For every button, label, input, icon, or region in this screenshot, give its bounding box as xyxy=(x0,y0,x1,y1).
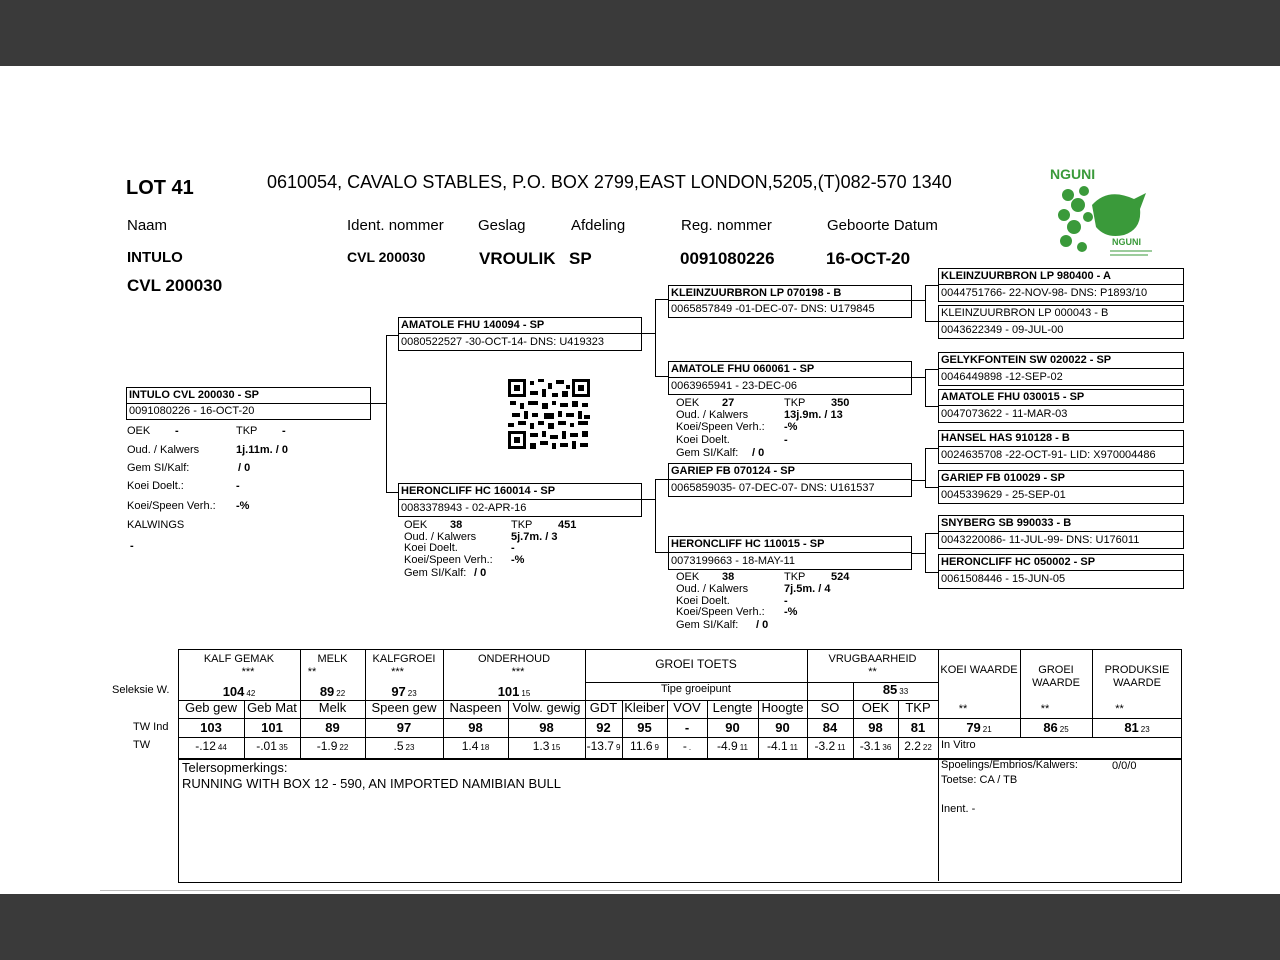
pedigree-gg-2 xyxy=(938,305,1184,339)
hdr-produksie-waarde: PRODUKSIE WAARDE xyxy=(1104,664,1170,689)
sel-vrug: 85 33 xyxy=(882,682,909,697)
pedigree-gg-7 xyxy=(938,515,1184,549)
remarks-text: RUNNING WITH BOX 12 - 590, AN IMPORTED NAMIBIAN BULL xyxy=(182,776,562,791)
animal-ident: CVL 200030 xyxy=(347,249,426,265)
tw-cell: -3.2 11 xyxy=(814,739,846,753)
pedigree-gg-3 xyxy=(938,352,1184,386)
gg-name: HERONCLIFF HC 050002 - SP xyxy=(941,556,1096,568)
label-naam: Naam xyxy=(127,217,168,234)
bottom-letterbox xyxy=(0,894,1280,960)
sub-header-cell: GDT xyxy=(589,700,618,715)
gg-name: GARIEP FB 010029 - SP xyxy=(941,472,1065,484)
tw-cell: 1.3 15 xyxy=(532,739,561,753)
stars-groei: ** xyxy=(1040,703,1050,715)
tw-cell: 2.2 22 xyxy=(904,739,932,753)
gg-name: AMATOLE FHU 030015 - SP xyxy=(941,391,1085,403)
twind-koei-waarde: 79 21 xyxy=(966,720,992,735)
spoelings-label: Spoelings/Embrios/Kalwers: xyxy=(941,759,1078,771)
gg-detail: 0043220086- 11-JUL-99- DNS: U176011 xyxy=(941,534,1140,546)
label-afdeling: Afdeling xyxy=(571,217,626,234)
twind-groei-waarde: 86 25 xyxy=(1043,720,1069,735)
inent: Inent. - xyxy=(941,803,976,815)
logo-text-top: NGUNI xyxy=(1050,166,1096,182)
stars-produksie: ** xyxy=(1115,703,1124,715)
tw-cell: -.12 44 xyxy=(195,739,227,753)
tw-ind-cell: 92 xyxy=(596,720,611,735)
label-geboorte: Geboorte Datum xyxy=(827,217,938,234)
gg-detail: 0044751766- 22-NOV-98- DNS: P1893/10 xyxy=(941,287,1148,299)
stars-vrugbaarheid: ** xyxy=(868,666,877,678)
gg-detail: 0024635708 -22-OCT-91- LID: X970004486 xyxy=(941,449,1156,461)
remarks-label: Telersopmerkings: xyxy=(182,760,288,775)
animal-birth: 16-OCT-20 xyxy=(826,249,911,268)
gg-detail: 0045339629 - 25-SEP-01 xyxy=(941,489,1066,501)
stars-onderhoud: *** xyxy=(511,666,525,678)
sub-header-cell: Hoogte xyxy=(761,700,804,715)
sub-header-cell: Geb gew xyxy=(184,700,238,715)
tw-cell: 1.4 18 xyxy=(461,739,490,753)
sub-header-cell: SO xyxy=(820,700,840,715)
sub-header-cell: Lengte xyxy=(712,700,753,715)
dd-detail: 0073199663 - 18-MAY-11 xyxy=(671,555,795,567)
tw-cell: -13.7 9 xyxy=(586,739,621,753)
pedigree-gg-6 xyxy=(938,470,1184,504)
stars-kalf-gemak: *** xyxy=(241,666,255,678)
dam-name: HERONCLIFF HC 160014 - SP xyxy=(401,485,556,497)
pedigree-gg-8 xyxy=(938,554,1184,589)
tw-ind-cell: 90 xyxy=(775,720,790,735)
sub-header-cell: OEK xyxy=(861,700,890,715)
tw-ind-cell: 103 xyxy=(200,720,222,735)
gg-name: KLEINZUURBRON LP 980400 - A xyxy=(941,270,1111,282)
stars-melk: ** xyxy=(307,666,317,678)
tw-cell: -4.1 11 xyxy=(767,739,798,753)
dd-name: HERONCLIFF HC 110015 - SP xyxy=(671,538,825,550)
sd-name: AMATOLE FHU 060061 - SP xyxy=(671,363,815,375)
hdr-tipe-groeipunt: Tipe groeipunt xyxy=(661,683,731,695)
dam-detail: 0083378943 - 02-APR-16 xyxy=(401,502,527,514)
tw-ind-cell: 101 xyxy=(261,720,283,735)
animal-ident-large: CVL 200030 xyxy=(127,276,223,295)
logo-text-bottom: NGUNI xyxy=(1112,237,1141,247)
animal-reg: 0091080226 xyxy=(680,249,775,268)
sub-header-cell: VOV xyxy=(673,700,701,715)
row-label-seleksie: Seleksie W. xyxy=(112,684,170,696)
sire-detail: 0080522527 -30-OCT-14- DNS: U419323 xyxy=(401,336,605,348)
ss-name: KLEINZUURBRON LP 070198 - B xyxy=(671,287,842,299)
sire-name: AMATOLE FHU 140094 - SP xyxy=(401,319,545,331)
gg-detail: 0047073622 - 11-MAR-03 xyxy=(941,408,1068,420)
sub-header-cell: Volw. gewig xyxy=(512,700,581,715)
tw-cell: -4.9 11 xyxy=(717,739,748,753)
nguni-logo xyxy=(1048,165,1174,261)
pedigree-gg-4 xyxy=(938,389,1184,423)
sub-header-cell: Geb Mat xyxy=(247,700,297,715)
qr-code xyxy=(508,379,590,449)
sub-header-cell: Melk xyxy=(318,700,347,715)
twind-produksie-waarde: 81 23 xyxy=(1124,720,1150,735)
hdr-koei-waarde: KOEI WAARDE xyxy=(940,664,1018,676)
ds-name: GARIEP FB 070124 - SP xyxy=(671,465,795,477)
animal-sex: VROULIK xyxy=(479,249,556,268)
toetse: Toetse: CA / TB xyxy=(941,774,1018,786)
tw-ind-cell: 84 xyxy=(822,720,838,735)
tw-cell: - . xyxy=(682,739,692,753)
sub-header-cell: Kleiber xyxy=(624,700,665,715)
tw-cell: 11.6 9 xyxy=(630,739,659,753)
tw-ind-cell: 95 xyxy=(637,720,652,735)
sub-header-cell: Naspeen xyxy=(449,700,502,715)
hdr-groei-toets: GROEI TOETS xyxy=(655,657,737,671)
hdr-groei-waarde: GROEI WAARDE xyxy=(1032,664,1080,689)
pedigree-dam-sire xyxy=(668,463,912,497)
tw-ind-cell: 90 xyxy=(725,720,740,735)
hdr-melk: MELK xyxy=(317,653,348,665)
tw-ind-cell: - xyxy=(684,720,690,735)
pedigree-sire-sire xyxy=(668,285,912,318)
tw-ind-cell: 81 xyxy=(910,720,926,735)
gg-detail: 0046449898 -12-SEP-02 xyxy=(941,371,1063,383)
sub-header-cell: Speen gew xyxy=(371,700,437,715)
tw-cell: -1.9 22 xyxy=(316,739,349,753)
self-name: INTULO CVL 200030 - SP xyxy=(129,389,260,401)
stars-kalfgroei: *** xyxy=(391,666,404,678)
pedigree-dam-dam xyxy=(668,536,912,570)
pedigree-gg-1 xyxy=(938,268,1184,302)
row-label-tw: TW xyxy=(133,739,151,751)
self-detail: 0091080226 - 16-OCT-20 xyxy=(129,405,255,417)
sel-kalfgroei: 97 23 xyxy=(391,684,417,699)
animal-name: INTULO xyxy=(127,249,183,266)
sd-detail: 0063965941 - 23-DEC-06 xyxy=(671,380,797,392)
breeder-info: 0610054, CAVALO STABLES, P.O. BOX 2799,EAST LONDON,5205,(T)082-570 1340 xyxy=(267,172,952,192)
lot-number: LOT 41 xyxy=(126,177,194,199)
tw-ind-cell: 98 xyxy=(539,720,554,735)
sel-melk: 89 22 xyxy=(319,684,346,699)
label-geslag: Geslag xyxy=(478,217,526,234)
sel-kalf-gemak: 104 42 xyxy=(222,684,256,699)
hdr-kalfgroei: KALFGROEI xyxy=(372,653,436,665)
spoelings-value: 0/0/0 xyxy=(1112,760,1137,772)
ss-detail: 0065857849 -01-DEC-07- DNS: U179845 xyxy=(671,303,875,315)
tw-ind-cell: 98 xyxy=(868,720,883,735)
hdr-kalf-gemak: KALF GEMAK xyxy=(203,653,275,665)
tw-ind-cell: 89 xyxy=(325,720,340,735)
top-letterbox xyxy=(0,0,1280,66)
gg-detail: 0061508446 - 15-JUN-05 xyxy=(941,573,1066,585)
tw-cell: -.01 35 xyxy=(256,739,288,753)
pedigree-dam xyxy=(398,483,642,517)
tw-ind-cell: 98 xyxy=(468,720,483,735)
gg-detail: 0043622349 - 09-JUL-00 xyxy=(941,324,1064,336)
pedigree-self xyxy=(126,387,371,420)
stars-koei: ** xyxy=(958,703,968,715)
pedigree-sire-dam xyxy=(668,361,912,395)
gg-name: HANSEL HAS 910128 - B xyxy=(941,432,1070,444)
tw-ind-cell: 97 xyxy=(396,720,412,735)
label-ident: Ident. nommer xyxy=(347,217,444,234)
pedigree-sire xyxy=(398,317,642,351)
hdr-vrugbaarheid: VRUGBAARHEID xyxy=(828,653,917,665)
tw-cell: .5 23 xyxy=(393,739,415,753)
sel-onderhoud: 101 15 xyxy=(497,684,531,699)
label-reg: Reg. nommer xyxy=(681,217,772,234)
animal-division: SP xyxy=(569,249,592,268)
row-label-twind: TW Ind xyxy=(133,721,169,733)
pedigree-gg-5 xyxy=(938,430,1184,464)
ds-detail: 0065859035- 07-DEC-07- DNS: U161537 xyxy=(671,482,875,494)
gg-name: GELYKFONTEIN SW 020022 - SP xyxy=(941,354,1112,366)
sub-header-cell: TKP xyxy=(905,700,931,715)
gg-name: SNYBERG SB 990033 - B xyxy=(941,517,1072,529)
hdr-onderhoud: ONDERHOUD xyxy=(477,653,551,665)
tw-cell: -3.1 36 xyxy=(859,739,892,753)
gg-name: KLEINZUURBRON LP 000043 - B xyxy=(941,307,1109,319)
in-vitro-label: In Vitro xyxy=(941,739,976,751)
